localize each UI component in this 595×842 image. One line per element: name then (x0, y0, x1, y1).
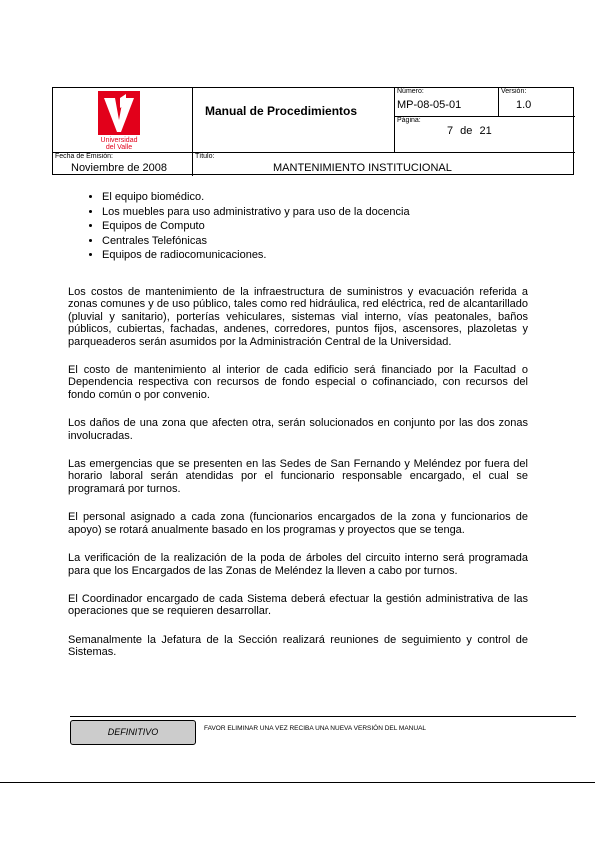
list-item: • Los muebles para uso administrativo y para uso de la docencia (102, 205, 410, 220)
paragraph: Semanalmente la Jefatura de la Sección realizará reuniones de seguimiento y control de Sistemas. (68, 633, 528, 659)
pagina-value: 7 de 21 (447, 125, 492, 137)
page-bottom-divider (0, 782, 595, 783)
numero-label: Número: (397, 88, 424, 95)
paragraph: Las emergencias que se presenten en las Sedes de San Fernando y Meléndez por fuera del horario laboral serán atendidas por el funcionario responsable encargado, el cual se programará por turnos. (68, 458, 528, 495)
fecha-value: Noviembre de 2008 (71, 162, 168, 174)
footer-note: FAVOR ELIMINAR UNA VEZ RECIBA UNA NUEVA VERSIÓN DEL MANUAL (204, 725, 427, 732)
numero-cell (395, 88, 499, 117)
titulo-label: Título: (195, 153, 215, 160)
list-item: • Equipos de Computo (102, 219, 410, 234)
numero-value: MP-08-05-01 (397, 99, 462, 111)
paragraph: La verificación de la realización de la poda de árboles del circuito interno será programada para que los Encargados de las Zonas de Meléndez la lleven a cabo por turnos. (68, 552, 528, 577)
paragraph: Los costos de mantenimiento de la infraestructura de suministros y evacuación referida a zonas comunes y de uso público, tales como red hidráulica, red eléctrica, red de alcantarillado (pluvial y sanitario), porterías vehiculares, sistemas vial interno, vías peatonales, baños públicos, cubiertas, fachadas, andenes, corredores, puntos fijos, ascensores, plazoletas y parqueaderos serán asumidos por la Administración Central de la Universidad. (68, 286, 528, 348)
fecha-label: Fecha de Emisión: (55, 153, 113, 160)
version-cell (499, 88, 575, 117)
svg-text:Universidad: Universidad (100, 137, 138, 144)
logo-cell (53, 88, 193, 152)
list-item: • El equipo biomédico. (102, 190, 410, 205)
footer-divider (70, 716, 576, 717)
equipment-list (88, 190, 410, 263)
pagina-label: Página: (397, 117, 421, 124)
version-label: Versión: (501, 88, 527, 95)
pagina-cell (395, 117, 575, 152)
svg-text:del Valle: del Valle (105, 144, 133, 151)
fecha-cell (53, 152, 193, 176)
list-item: • Centrales Telefónicas (102, 234, 410, 249)
document-header (52, 87, 574, 175)
university-logo-icon (93, 90, 153, 152)
titulo-value: MANTENIMIENTO INSTITUCIONAL (273, 162, 452, 174)
paragraph: El personal asignado a cada zona (funcionarios encargados de la zona y funcionarios de apoyo) se rotará anualmente basado en los programas y proyectos que se tenga. (68, 511, 528, 536)
paragraph: El Coordinador encargado de cada Sistema deberá efectuar la gestión administrativa de las operaciones que se requieren desarrollar. (68, 592, 528, 618)
list-item: • Equipos de radiocomunicaciones. (102, 248, 410, 263)
manual-title: Manual de Procedimientos (205, 104, 358, 118)
version-value: 1.0 (516, 99, 532, 111)
titulo-cell (193, 152, 575, 176)
manual-title-cell (193, 88, 395, 152)
paragraph: Los daños de una zona que afecten otra, serán solucionados en conjunto por las dos zonas involucradas. (68, 417, 528, 442)
status-badge: DEFINITIVO (70, 720, 196, 745)
paragraph: El costo de mantenimiento al interior de cada edificio será financiado por la Facultad o Dependencia respectiva con recursos de fondo especial o cofinanciado, con recursos del fondo común o por convenio. (68, 364, 528, 401)
document-body (68, 286, 528, 675)
